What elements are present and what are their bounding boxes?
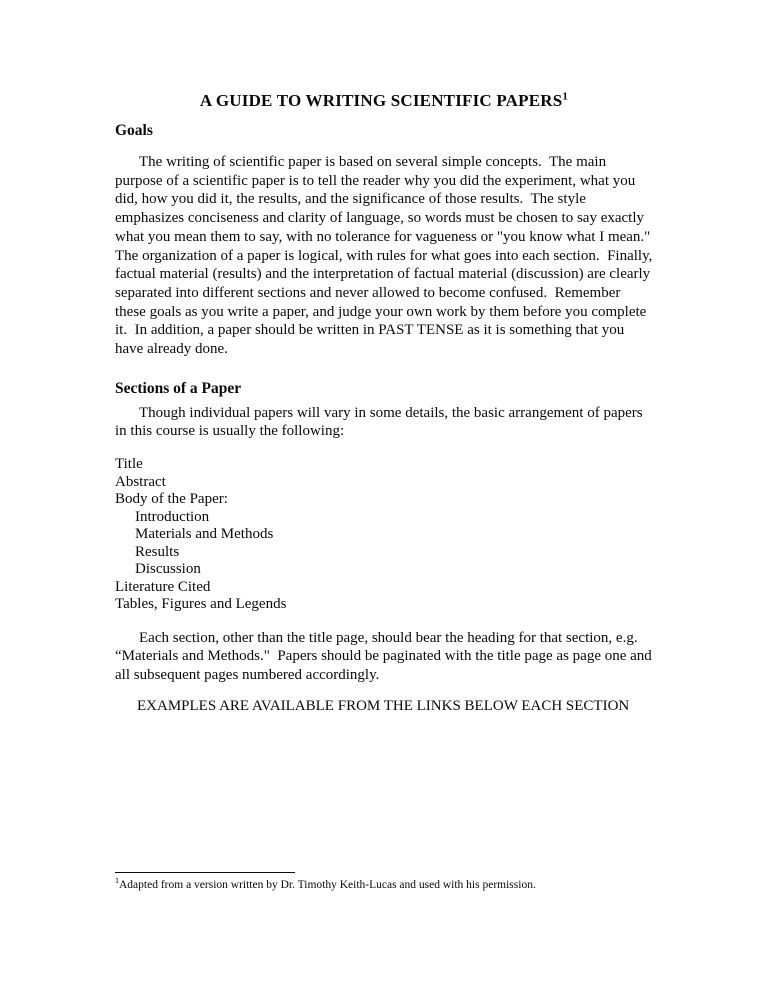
outline-item-tables-figures-legends: Tables, Figures and Legends bbox=[115, 596, 287, 613]
outline-item-discussion: Discussion bbox=[135, 561, 201, 578]
footnote-marker: 1 bbox=[115, 876, 119, 886]
paragraph-sections-intro: Though individual papers will vary in some details, the basic arrangement of papers in this course is usually the following: bbox=[115, 404, 647, 440]
paragraph-each-section: Each section, other than the title page, should bear the heading for that section, e.g. “Materials and Methods." Papers should be paginated with the title page as page one and all subsequent pages numbered accordingly. bbox=[115, 629, 656, 684]
examples-note: EXAMPLES ARE AVAILABLE FROM THE LINKS BELOW EACH SECTION bbox=[137, 697, 630, 714]
heading-goals: Goals bbox=[115, 122, 153, 139]
paper-outline-list bbox=[115, 456, 653, 614]
footnote-text: Adapted from a version written by Dr. Timothy Keith-Lucas and used with his permission. bbox=[119, 879, 536, 891]
page-title-text: A GUIDE TO WRITING SCIENTIFIC PAPERS bbox=[199, 91, 563, 110]
outline-item-body-of-paper: Body of the Paper: bbox=[115, 491, 228, 508]
outline-item-literature-cited: Literature Cited bbox=[115, 578, 211, 595]
page-title bbox=[115, 90, 653, 112]
footnote-block bbox=[115, 872, 653, 893]
outline-item-title: Title bbox=[115, 456, 143, 473]
footnote bbox=[115, 878, 653, 893]
heading-sections-of-a-paper: Sections of a Paper bbox=[115, 379, 242, 397]
outline-item-results: Results bbox=[135, 543, 180, 560]
outline-item-abstract: Abstract bbox=[115, 473, 166, 490]
title-footnote-ref: 1 bbox=[562, 90, 569, 103]
outline-item-introduction: Introduction bbox=[135, 508, 210, 525]
footnote-separator-rule bbox=[115, 872, 295, 873]
outline-item-materials-and-methods: Materials and Methods bbox=[135, 526, 274, 543]
paragraph-goals-body: The writing of scientific paper is based on several simple concepts. The main purpose of a scientific paper is to tell the reader why you did the experiment, what you did, how you did it, the results, and the significance of those results. The style emphasizes conciseness and clarity of language, so words must be chosen to say exactly what you mean them to say, with no tolerance for vagueness or "you know what I mean." The organization of a paper is logical, with rules for what goes into each section. Finally, factual material (results) and the interpretation of factual material (discussion) are clearly separated into different sections and never allowed to become confused. Remember these goals as you write a paper, and judge your own work by them before you complete it. In addition, a paper should be written in PAST TENSE as it is something that you have already done. bbox=[115, 154, 657, 358]
